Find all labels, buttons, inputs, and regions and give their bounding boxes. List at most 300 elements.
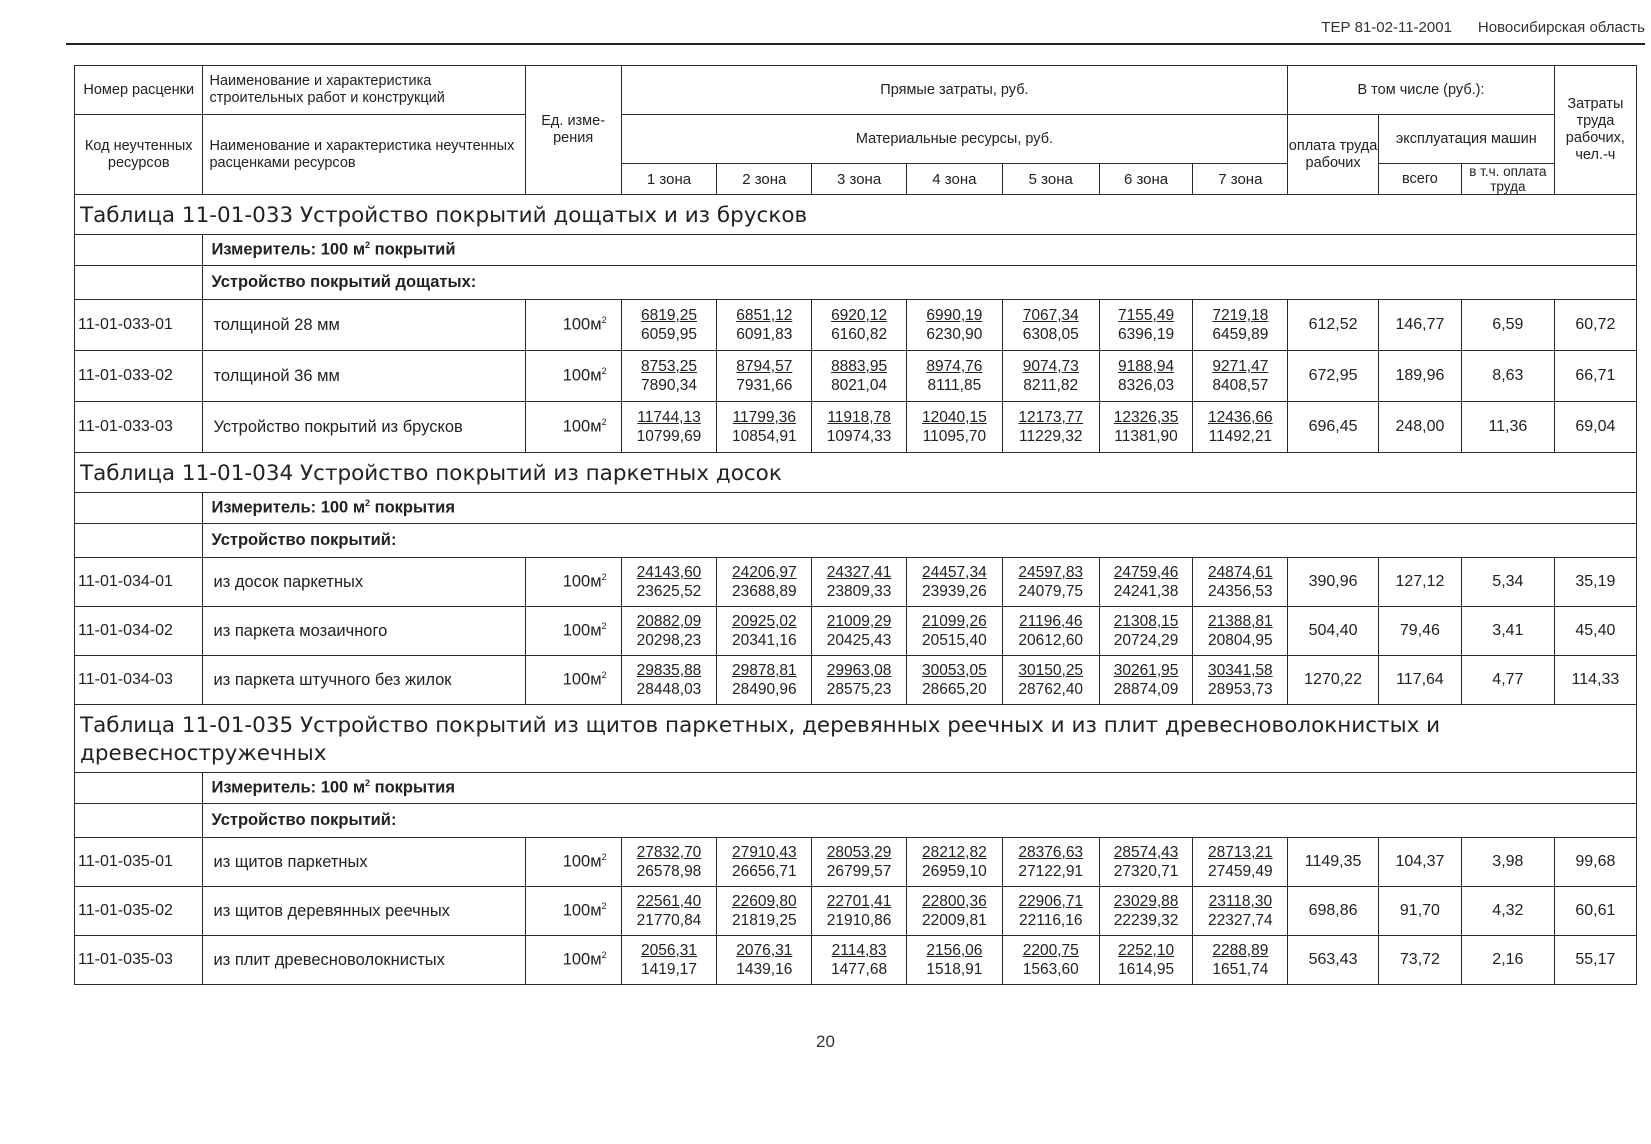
zone-cost-cell <box>1099 936 1193 985</box>
direct-cost: 12436,66 <box>1208 409 1273 426</box>
zone-cost-cell <box>1099 558 1193 607</box>
table-row <box>75 887 1637 936</box>
zone-cost-cell <box>1002 936 1099 985</box>
table-row <box>75 936 1637 985</box>
zone-cost-cell <box>717 351 812 402</box>
material-cost: 10974,33 <box>826 428 892 445</box>
zone-cost-cell <box>812 402 907 453</box>
material-cost: 8211,82 <box>1023 377 1079 394</box>
col-header-machines: эксплуатация машин <box>1378 115 1554 164</box>
measure-suffix: покрытия <box>370 778 455 797</box>
measure-suffix: покрытий <box>370 240 456 259</box>
unit: 100м <box>562 315 602 334</box>
direct-cost: 21009,29 <box>826 613 892 630</box>
material-cost: 11229,32 <box>1018 428 1083 445</box>
material-cost: 10799,69 <box>636 428 702 445</box>
table-title: Таблица 11-01-035 Устройство покрытий из щитов паркетных, деревянных реечных и из плит древесноволокнистых и древесностружечных <box>75 705 1637 773</box>
work-name: из паркета мозаичного <box>203 607 525 656</box>
machines-value: 73,72 <box>1378 936 1461 985</box>
wages-value: 563,43 <box>1288 936 1379 985</box>
zone-cost-cell <box>621 402 717 453</box>
machine-wages-value: 8,63 <box>1462 351 1555 402</box>
doc-code: ТЕР 81-02-11-2001 <box>1321 19 1452 36</box>
direct-cost: 24597,83 <box>1018 564 1084 581</box>
col-header-machines-total: всего <box>1378 164 1461 195</box>
zone-cost-cell <box>1193 558 1288 607</box>
empty-cell <box>75 266 203 300</box>
direct-cost: 2252,10 <box>1118 942 1175 959</box>
rate-code: 11-01-033-02 <box>75 351 203 402</box>
unit-cell: $100м^2$ <box>525 936 621 985</box>
zone-cost-cell <box>1193 351 1288 402</box>
machines-value: 91,70 <box>1378 887 1461 936</box>
direct-cost: 9074,73 <box>1022 358 1079 375</box>
material-cost: 1419,17 <box>640 961 697 978</box>
zone-cost-cell <box>1002 558 1099 607</box>
zone-cost-cell <box>1099 300 1193 351</box>
direct-cost: 30261,95 <box>1113 662 1179 679</box>
direct-cost: 22609,80 <box>731 893 797 910</box>
machine-wages-value: 2,16 <box>1462 936 1555 985</box>
zone-cost-cell <box>1002 887 1099 936</box>
labor-value: 55,17 <box>1554 936 1636 985</box>
machines-value: 146,77 <box>1378 300 1461 351</box>
measure-text: Измеритель: 100 м <box>211 240 366 259</box>
machines-value: 127,12 <box>1378 558 1461 607</box>
zone-cost-cell <box>1002 351 1099 402</box>
material-cost: 20515,40 <box>922 632 987 649</box>
material-cost: 6396,19 <box>1118 326 1175 343</box>
machine-wages-value: 6,59 <box>1462 300 1555 351</box>
zone-cost-cell <box>812 656 907 705</box>
empty-cell <box>75 524 203 558</box>
col-header-resource-name: Наименование и характеристика неучтенных расценками ресурсов <box>203 115 525 195</box>
empty-cell <box>75 773 203 804</box>
subtitle: Устройство покрытий: <box>203 524 1637 558</box>
zone-cost-cell <box>621 351 717 402</box>
direct-cost: 30150,25 <box>1018 662 1084 679</box>
material-cost: 24356,53 <box>1208 583 1273 600</box>
material-cost: 6459,89 <box>1212 326 1269 343</box>
col-header-unit: Ед. изме-рения <box>525 66 621 195</box>
zone-cost-cell <box>1002 607 1099 656</box>
direct-cost: 6851,12 <box>736 307 793 324</box>
rates-table <box>74 65 1637 985</box>
zone-cost-cell <box>1193 402 1288 453</box>
zone-4: 4 зона <box>906 164 1002 195</box>
measure-text: Измеритель: 100 м <box>211 498 366 517</box>
direct-cost: 21388,81 <box>1208 613 1273 630</box>
direct-cost: 28212,82 <box>922 844 987 861</box>
material-cost: 26656,71 <box>731 863 797 880</box>
direct-cost: 7067,34 <box>1022 307 1079 324</box>
rate-code: 11-01-035-01 <box>75 838 203 887</box>
work-name: из плит древесноволокнистых <box>203 936 525 985</box>
table-title: Таблица 11-01-034 Устройство покрытий из паркетных досок <box>75 453 1637 493</box>
material-cost: 28953,73 <box>1208 681 1273 698</box>
zone-2: 2 зона <box>717 164 812 195</box>
zone-cost-cell <box>1193 656 1288 705</box>
material-cost: 28665,20 <box>922 681 987 698</box>
direct-cost: 20882,09 <box>636 613 702 630</box>
col-header-materials: Материальные ресурсы, руб. <box>621 115 1288 164</box>
table-title: Таблица 11-01-033 Устройство покрытий дощатых и из брусков <box>75 195 1637 235</box>
labor-value: 114,33 <box>1554 656 1636 705</box>
zone-cost-cell <box>906 656 1002 705</box>
zone-7: 7 зона <box>1193 164 1288 195</box>
direct-cost: 22906,71 <box>1018 893 1084 910</box>
machine-wages-value: 3,98 <box>1462 838 1555 887</box>
machines-value: 79,46 <box>1378 607 1461 656</box>
direct-cost: 28376,63 <box>1018 844 1084 861</box>
direct-cost: 23118,30 <box>1208 893 1273 910</box>
zone-cost-cell <box>812 558 907 607</box>
material-cost: 27320,71 <box>1113 863 1179 880</box>
wages-value: 696,45 <box>1288 402 1379 453</box>
material-cost: 27122,91 <box>1018 863 1084 880</box>
direct-cost: 12040,15 <box>922 409 987 426</box>
wages-value: 672,95 <box>1288 351 1379 402</box>
col-header-wages: оплата труда рабочих <box>1288 115 1379 195</box>
zone-cost-cell <box>906 607 1002 656</box>
table-row <box>75 656 1637 705</box>
material-cost: 10854,91 <box>731 428 797 445</box>
zone-cost-cell <box>1193 838 1288 887</box>
zone-cost-cell <box>906 887 1002 936</box>
direct-cost: 12173,77 <box>1018 409 1084 426</box>
direct-cost: 2114,83 <box>831 942 887 959</box>
page-header <box>1321 19 1645 36</box>
direct-cost: 2076,31 <box>736 942 793 959</box>
zone-cost-cell <box>906 838 1002 887</box>
zone-5: 5 зона <box>1002 164 1099 195</box>
empty-cell <box>75 235 203 266</box>
measure-label: Измеритель: 100 $м^2$ покрытий <box>203 235 1637 266</box>
direct-cost: 6819,25 <box>640 307 697 324</box>
direct-cost: 12326,35 <box>1113 409 1179 426</box>
rate-code: 11-01-034-03 <box>75 656 203 705</box>
wages-value: 1270,22 <box>1288 656 1379 705</box>
zone-cost-cell <box>906 300 1002 351</box>
direct-cost: 8883,95 <box>831 358 888 375</box>
material-cost: 6160,82 <box>831 326 888 343</box>
unit-cell: $100м^2$ <box>525 402 621 453</box>
zone-cost-cell <box>621 558 717 607</box>
zone-cost-cell <box>1002 838 1099 887</box>
zone-cost-cell <box>717 887 812 936</box>
material-cost: 22327,74 <box>1208 912 1273 929</box>
col-header-including: В том числе (руб.): <box>1288 66 1554 115</box>
unit: 100м <box>562 366 602 385</box>
material-cost: 21770,84 <box>636 912 702 929</box>
material-cost: 26959,10 <box>922 863 987 880</box>
direct-cost: 24457,34 <box>922 564 987 581</box>
col-header-direct-costs: Прямые затраты, руб. <box>621 66 1288 115</box>
direct-cost: 27832,70 <box>636 844 702 861</box>
material-cost: 24241,38 <box>1113 583 1179 600</box>
unit-cell: $100м^2$ <box>525 351 621 402</box>
zone-cost-cell <box>1099 402 1193 453</box>
direct-cost: 22800,36 <box>922 893 987 910</box>
zone-cost-cell <box>1099 656 1193 705</box>
empty-cell <box>75 493 203 524</box>
material-cost: 20724,29 <box>1113 632 1179 649</box>
wages-value: 504,40 <box>1288 607 1379 656</box>
unit: 100м <box>562 572 602 591</box>
machine-wages-value: 4,77 <box>1462 656 1555 705</box>
page-number: 20 <box>816 1032 835 1051</box>
zone-cost-cell <box>1193 607 1288 656</box>
material-cost: 1439,16 <box>736 961 793 978</box>
direct-cost: 8753,25 <box>640 358 697 375</box>
machine-wages-value: 4,32 <box>1462 887 1555 936</box>
direct-cost: 24759,46 <box>1113 564 1179 581</box>
material-cost: 26578,98 <box>636 863 702 880</box>
wages-value: 1149,35 <box>1288 838 1379 887</box>
material-cost: 23688,89 <box>731 583 797 600</box>
zone-cost-cell <box>1099 351 1193 402</box>
rate-code: 11-01-034-02 <box>75 607 203 656</box>
direct-cost: 11744,13 <box>637 409 701 426</box>
work-name: из досок паркетных <box>203 558 525 607</box>
zone-cost-cell <box>1002 656 1099 705</box>
machines-value: 104,37 <box>1378 838 1461 887</box>
material-cost: 1614,95 <box>1118 961 1175 978</box>
zone-cost-cell <box>621 936 717 985</box>
unit-cell: $100м^2$ <box>525 607 621 656</box>
material-cost: 20612,60 <box>1018 632 1084 649</box>
unit-cell: $100м^2$ <box>525 838 621 887</box>
zone-cost-cell <box>1002 402 1099 453</box>
work-name: Устройство покрытий из брусков <box>203 402 525 453</box>
rate-code: 11-01-034-01 <box>75 558 203 607</box>
material-cost: 22116,16 <box>1018 912 1083 929</box>
zone-cost-cell <box>621 656 717 705</box>
direct-cost: 2056,31 <box>640 942 697 959</box>
zone-cost-cell <box>1193 936 1288 985</box>
direct-cost: 2200,75 <box>1022 942 1079 959</box>
labor-value: 60,72 <box>1554 300 1636 351</box>
unit-cell: $100м^2$ <box>525 887 621 936</box>
zone-cost-cell <box>717 300 812 351</box>
zone-cost-cell <box>1193 887 1288 936</box>
zone-cost-cell <box>621 887 717 936</box>
measure-suffix: покрытия <box>370 498 455 517</box>
zone-cost-cell <box>717 656 812 705</box>
material-cost: 6091,83 <box>736 326 793 343</box>
direct-cost: 23029,88 <box>1113 893 1179 910</box>
zone-cost-cell <box>717 402 812 453</box>
table-row <box>75 558 1637 607</box>
material-cost: 28874,09 <box>1113 681 1179 698</box>
direct-cost: 20925,02 <box>731 613 797 630</box>
wages-value: 390,96 <box>1288 558 1379 607</box>
material-cost: 11095,70 <box>922 428 987 445</box>
labor-value: 45,40 <box>1554 607 1636 656</box>
labor-value: 99,68 <box>1554 838 1636 887</box>
material-cost: 7890,34 <box>640 377 697 394</box>
material-cost: 28575,23 <box>826 681 892 698</box>
material-cost: 20804,95 <box>1208 632 1273 649</box>
direct-cost: 29835,88 <box>636 662 702 679</box>
material-cost: 28448,03 <box>636 681 702 698</box>
material-cost: 23809,33 <box>826 583 892 600</box>
material-cost: 20298,23 <box>636 632 702 649</box>
table-row <box>75 607 1637 656</box>
unit-cell: $100м^2$ <box>525 558 621 607</box>
material-cost: 8021,04 <box>831 377 888 394</box>
direct-cost: 2288,89 <box>1212 942 1269 959</box>
table-row <box>75 838 1637 887</box>
direct-cost: 28713,21 <box>1208 844 1273 861</box>
rate-code: 11-01-033-03 <box>75 402 203 453</box>
rate-code: 11-01-035-02 <box>75 887 203 936</box>
material-cost: 1518,91 <box>926 961 983 978</box>
direct-cost: 8794,57 <box>736 358 793 375</box>
zone-cost-cell <box>717 607 812 656</box>
material-cost: 22239,32 <box>1113 912 1179 929</box>
direct-cost: 8974,76 <box>926 358 983 375</box>
direct-cost: 22561,40 <box>636 893 702 910</box>
material-cost: 7931,66 <box>736 377 793 394</box>
material-cost: 28490,96 <box>731 681 797 698</box>
unit: 100м <box>562 950 602 969</box>
unit-cell: $100м^2$ <box>525 300 621 351</box>
zone-cost-cell <box>812 838 907 887</box>
material-cost: 20341,16 <box>731 632 797 649</box>
labor-value: 66,71 <box>1554 351 1636 402</box>
zone-1: 1 зона <box>621 164 717 195</box>
col-header-machines-wages: в т.ч. оплата труда <box>1462 164 1555 195</box>
zone-cost-cell <box>1099 607 1193 656</box>
zone-cost-cell <box>717 838 812 887</box>
direct-cost: 27910,43 <box>731 844 797 861</box>
zone-cost-cell <box>621 300 717 351</box>
measure-label: Измеритель: 100 $м^2$ покрытия <box>203 493 1637 524</box>
direct-cost: 7155,49 <box>1118 307 1175 324</box>
work-name: из паркета штучного без жилок <box>203 656 525 705</box>
material-cost: 6230,90 <box>926 326 983 343</box>
direct-cost: 21099,26 <box>922 613 987 630</box>
material-cost: 11381,90 <box>1114 428 1178 445</box>
table-row <box>75 402 1637 453</box>
material-cost: 6308,05 <box>1022 326 1079 343</box>
machines-value: 189,96 <box>1378 351 1461 402</box>
labor-value: 69,04 <box>1554 402 1636 453</box>
material-cost: 22009,81 <box>922 912 987 929</box>
measure-text: Измеритель: 100 м <box>211 778 366 797</box>
direct-cost: 6920,12 <box>831 307 888 324</box>
direct-cost: 11918,78 <box>827 409 891 426</box>
zone-cost-cell <box>906 936 1002 985</box>
zone-cost-cell <box>812 351 907 402</box>
unit-cell: $100м^2$ <box>525 656 621 705</box>
labor-value: 35,19 <box>1554 558 1636 607</box>
zone-6: 6 зона <box>1099 164 1193 195</box>
region-name: Новосибирская область <box>1477 19 1645 36</box>
work-name: из щитов паркетных <box>203 838 525 887</box>
material-cost: 28762,40 <box>1018 681 1084 698</box>
direct-cost: 24143,60 <box>636 564 702 581</box>
zone-3: 3 зона <box>812 164 907 195</box>
material-cost: 21819,25 <box>731 912 797 929</box>
zone-cost-cell <box>621 838 717 887</box>
table-row <box>75 300 1637 351</box>
material-cost: 6059,95 <box>640 326 697 343</box>
work-name: толщиной 36 мм <box>203 351 525 402</box>
zone-cost-cell <box>812 887 907 936</box>
work-name: из щитов деревянных реечных <box>203 887 525 936</box>
table-row <box>75 351 1637 402</box>
zone-cost-cell <box>1002 300 1099 351</box>
zone-cost-cell <box>1099 838 1193 887</box>
direct-cost: 24874,61 <box>1208 564 1273 581</box>
direct-cost: 30053,05 <box>922 662 987 679</box>
zone-cost-cell <box>812 607 907 656</box>
zone-cost-cell <box>717 936 812 985</box>
material-cost: 27459,49 <box>1208 863 1273 880</box>
machine-wages-value: 5,34 <box>1462 558 1555 607</box>
direct-cost: 24327,41 <box>826 564 892 581</box>
measure-label: Измеритель: 100 $м^2$ покрытия <box>203 773 1637 804</box>
rate-code: 11-01-035-03 <box>75 936 203 985</box>
unit: 100м <box>562 901 602 920</box>
machines-value: 248,00 <box>1378 402 1461 453</box>
col-header-name: Наименование и характеристика строительных работ и конструкций <box>203 66 525 115</box>
material-cost: 8408,57 <box>1212 377 1269 394</box>
header-rule <box>66 43 1645 45</box>
material-cost: 1477,68 <box>831 961 888 978</box>
unit: 100м <box>562 417 602 436</box>
col-header-number: Номер расценки <box>75 66 203 115</box>
wages-value: 698,86 <box>1288 887 1379 936</box>
direct-cost: 29878,81 <box>731 662 797 679</box>
machines-value: 117,64 <box>1378 656 1461 705</box>
direct-cost: 11799,36 <box>732 409 797 426</box>
direct-cost: 21196,46 <box>1018 613 1083 630</box>
zone-cost-cell <box>1099 887 1193 936</box>
direct-cost: 9188,94 <box>1118 358 1175 375</box>
direct-cost: 30341,58 <box>1208 662 1273 679</box>
col-header-labor: Затраты труда рабочих, чел.-ч <box>1554 66 1636 195</box>
zone-cost-cell <box>621 607 717 656</box>
material-cost: 20425,43 <box>826 632 892 649</box>
zone-cost-cell <box>906 351 1002 402</box>
material-cost: 1563,60 <box>1022 961 1079 978</box>
wages-value: 612,52 <box>1288 300 1379 351</box>
material-cost: 21910,86 <box>826 912 892 929</box>
direct-cost: 7219,18 <box>1212 307 1269 324</box>
zone-cost-cell <box>812 936 907 985</box>
material-cost: 24079,75 <box>1018 583 1084 600</box>
unit: 100м <box>562 621 602 640</box>
rate-code: 11-01-033-01 <box>75 300 203 351</box>
material-cost: 26799,57 <box>826 863 892 880</box>
zone-cost-cell <box>906 558 1002 607</box>
direct-cost: 28053,29 <box>826 844 892 861</box>
direct-cost: 28574,43 <box>1113 844 1179 861</box>
direct-cost: 21308,15 <box>1113 613 1179 630</box>
direct-cost: 29963,08 <box>826 662 892 679</box>
empty-cell <box>75 804 203 838</box>
direct-cost: 9271,47 <box>1212 358 1269 375</box>
subtitle: Устройство покрытий: <box>203 804 1637 838</box>
unit: 100м <box>562 670 602 689</box>
machine-wages-value: 3,41 <box>1462 607 1555 656</box>
material-cost: 23939,26 <box>922 583 987 600</box>
unit: 100м <box>562 852 602 871</box>
material-cost: 23625,52 <box>636 583 702 600</box>
